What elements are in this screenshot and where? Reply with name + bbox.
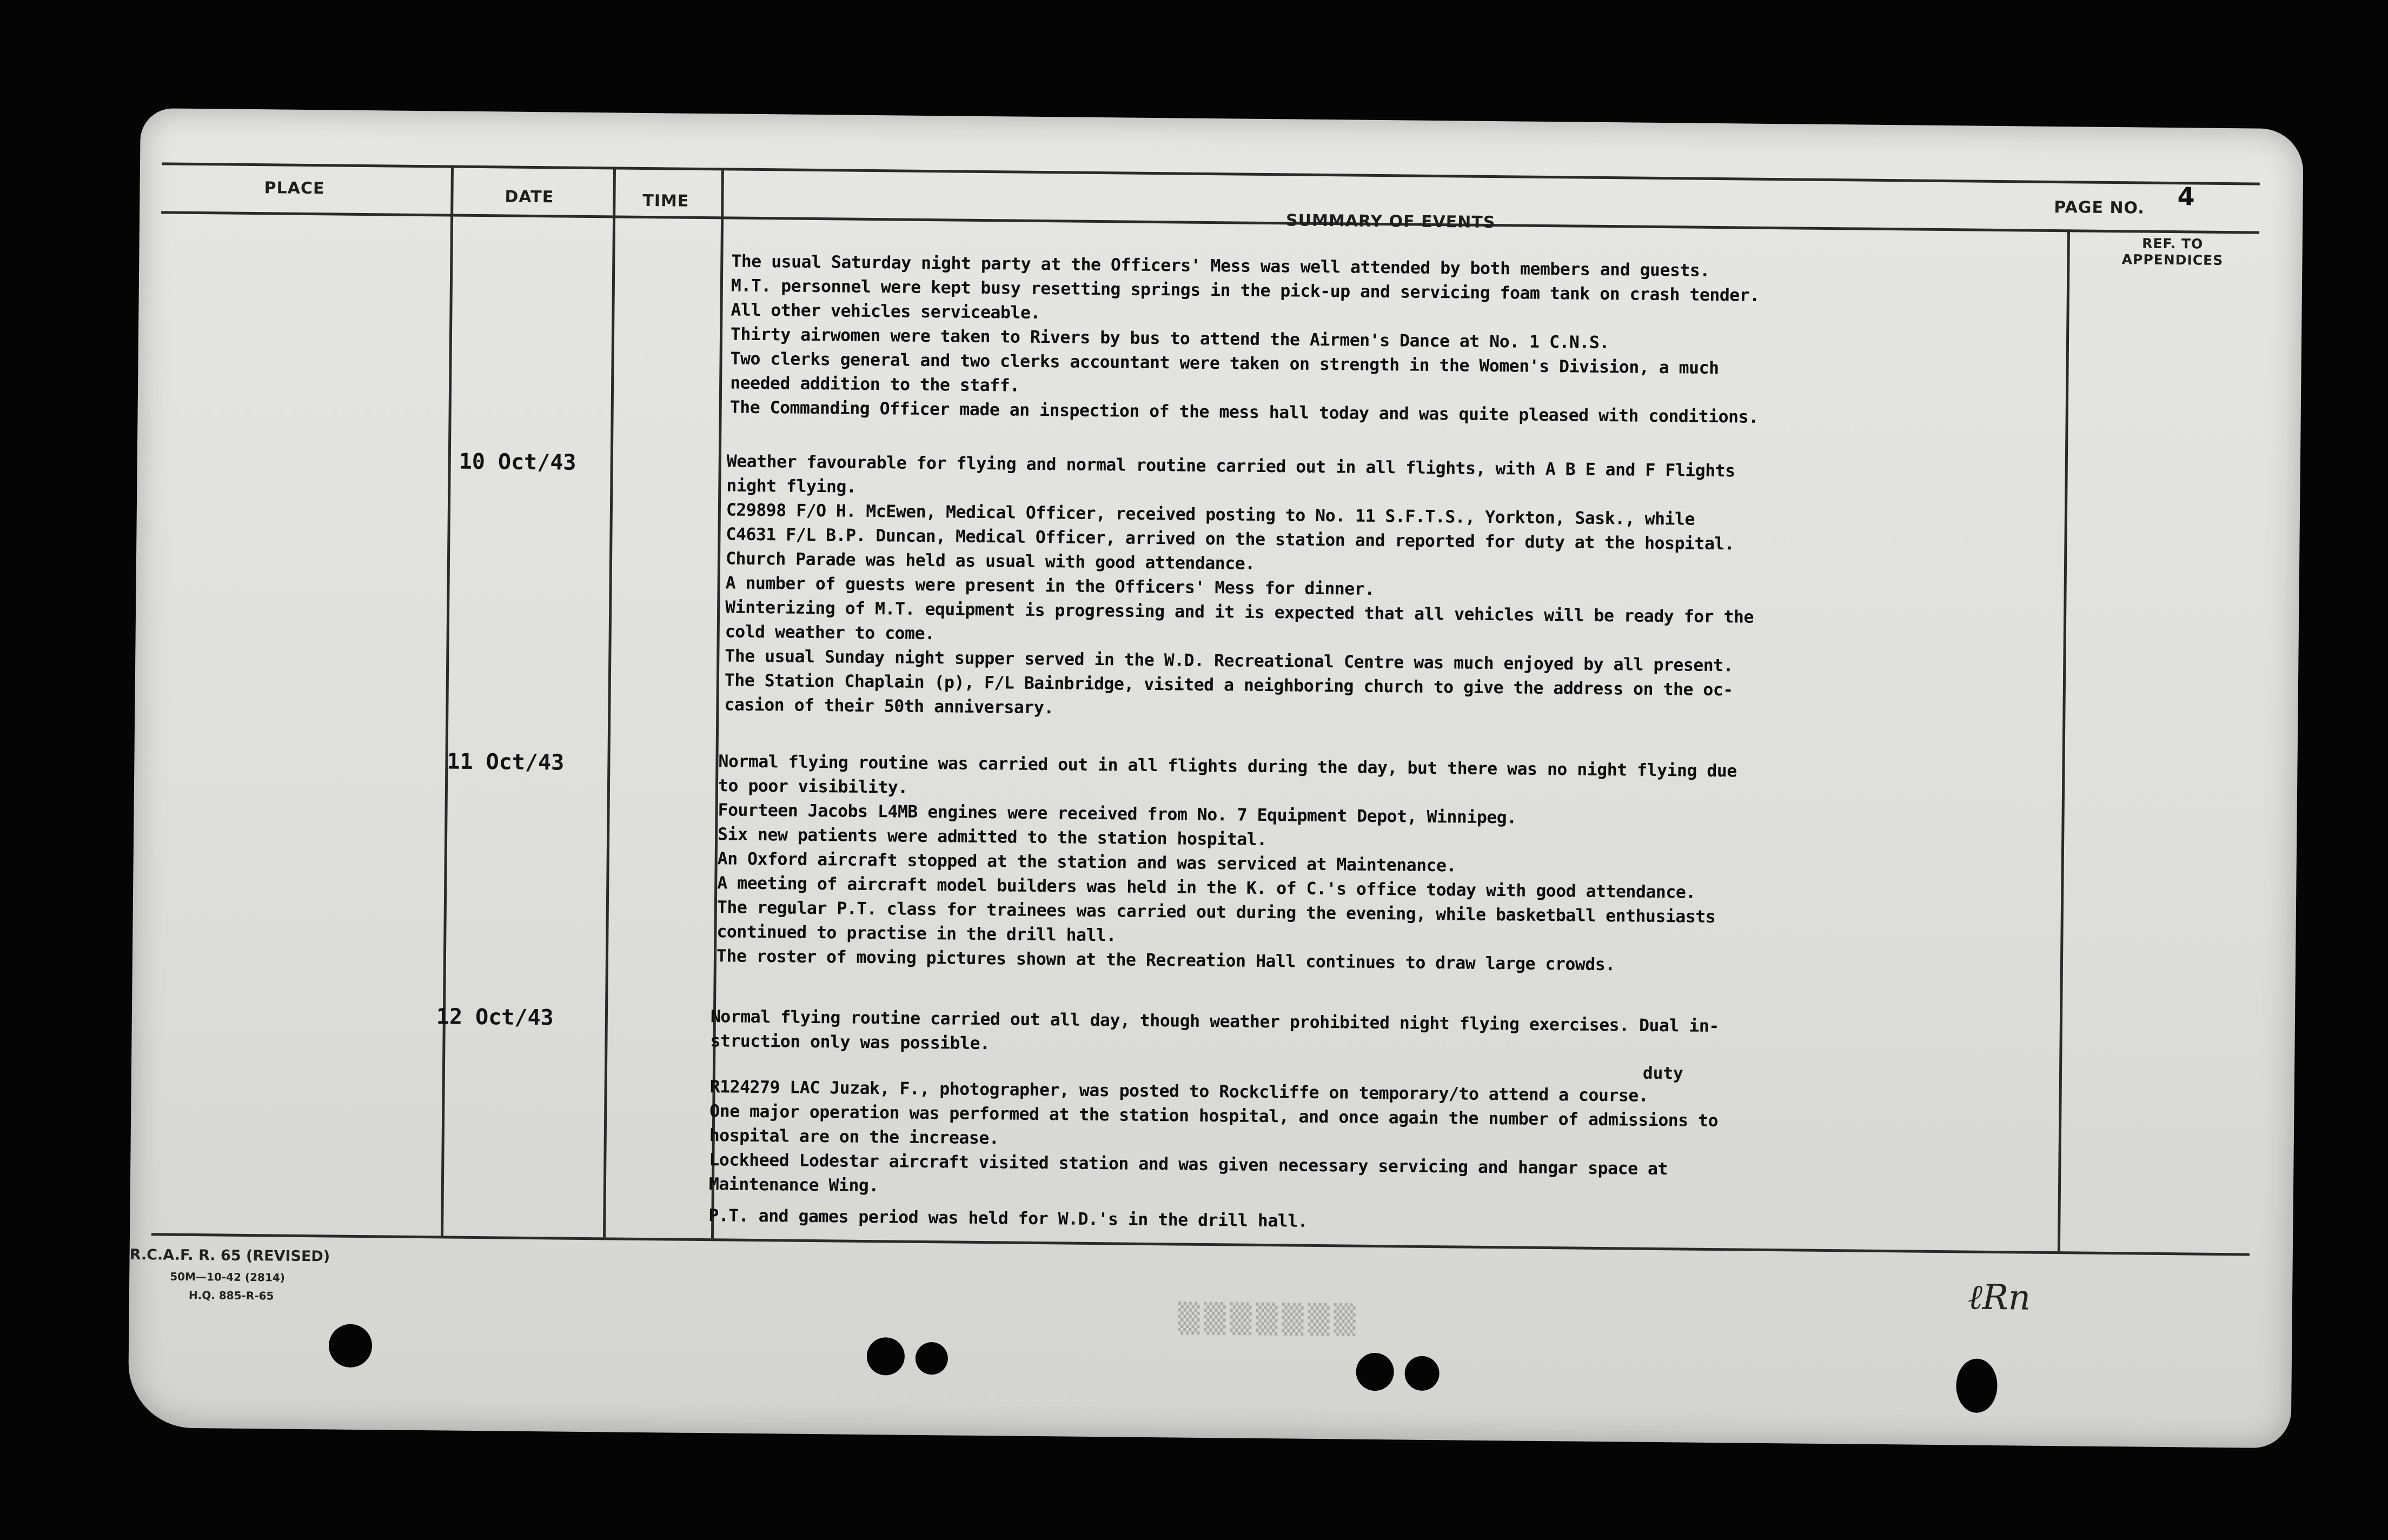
summary-header: SUMMARY OF EVENTS bbox=[1285, 211, 1496, 233]
entry-line: The usual Sunday night supper served in the W.D. Recreational Centre was much enjoyed by all present. bbox=[725, 646, 1734, 676]
entry-line: C29898 F/O H. McEwen, Medical Officer, received posting to No. 11 S.F.T.S., Yorkton, Sask., while bbox=[726, 500, 1695, 529]
punch-hole bbox=[867, 1337, 905, 1376]
entry-line: The Commanding Officer made an inspection of the mess hall today and was quite pleased with conditions. bbox=[729, 397, 1759, 427]
entry-line: Lockheed Lodestar aircraft visited station and was given necessary servicing and hangar space at bbox=[709, 1150, 1668, 1179]
entry-line: Thirty airwomen were taken to Rivers by bus to attend the Airmen's Dance at No. 1 C.N.S. bbox=[730, 324, 1610, 353]
bottom-rule bbox=[151, 1233, 2250, 1256]
punch-hole bbox=[1356, 1353, 1394, 1391]
entry-line: P.T. and games period was held for W.D.'s in the drill hall. bbox=[708, 1206, 1308, 1231]
date-12-oct: 12 Oct/43 bbox=[436, 1004, 554, 1031]
duty-insert: duty bbox=[1642, 1063, 1683, 1084]
header-rule bbox=[161, 211, 2259, 234]
ref-header-line1: REF. TO bbox=[2142, 235, 2204, 252]
entry-line: The usual Saturday night party at the Officers' Mess was well attended by both members and guests. bbox=[731, 251, 1710, 281]
date-header: DATE bbox=[505, 187, 554, 207]
date-10-oct: 10 Oct/43 bbox=[459, 449, 576, 475]
entry-line: casion of their 50th anniversary. bbox=[724, 695, 1054, 718]
entry-line: needed addition to the staff. bbox=[729, 373, 1020, 396]
entry-line: Normal flying routine carried out all day, though weather prohibited night flying exercises. Dual in- bbox=[710, 1007, 1719, 1037]
faint-stamp-text: ▒▒▒▒▒▒▒ bbox=[1178, 1302, 1360, 1337]
entry-line: Normal flying routine was carried out in all flights during the day, but there was no night flying due bbox=[718, 752, 1737, 781]
entry-line: struction only was possible. bbox=[710, 1031, 990, 1054]
form-id-line1: R.C.A.F. R. 65 (REVISED) bbox=[129, 1246, 330, 1265]
entry-line: One major operation was performed at the station hospital, and once again the number of admissions to bbox=[709, 1101, 1719, 1131]
page-no-value: 4 bbox=[2177, 182, 2195, 211]
diary-card bbox=[128, 108, 2304, 1448]
entry-line: Six new patients were admitted to the station hospital. bbox=[717, 825, 1267, 850]
entry-line: Weather favourable for flying and normal routine carried out in all flights, with A B E and F Flights bbox=[726, 452, 1735, 481]
time-header: TIME bbox=[642, 191, 689, 211]
entry-line: A number of guests were present in the Officers' Mess for dinner. bbox=[725, 573, 1375, 599]
place-header: PLACE bbox=[264, 178, 325, 198]
entry-line: Maintenance Wing. bbox=[708, 1174, 879, 1196]
form-id-line3: H.Q. 885-R-65 bbox=[188, 1288, 274, 1303]
date-11-oct: 11 Oct/43 bbox=[447, 749, 565, 775]
punch-hole bbox=[916, 1342, 948, 1375]
entry-line: The Station Chaplain (p), F/L Bainbridge, visited a neighboring church to give the address on the oc- bbox=[724, 671, 1733, 700]
entry-line: continued to practise in the drill hall. bbox=[717, 922, 1117, 946]
entry-line: Church Parade was held as usual with good attendance. bbox=[725, 549, 1255, 574]
entry-line: M.T. personnel were kept busy resetting springs in the pick-up and servicing foam tank on crash tender. bbox=[731, 276, 1760, 306]
date-time-divider bbox=[603, 167, 616, 1237]
entry-line: cold weather to come. bbox=[725, 622, 935, 644]
entry-line: All other vehicles serviceable. bbox=[731, 300, 1041, 323]
page-no-label: PAGE NO. bbox=[2054, 197, 2145, 218]
entry-line: C4631 F/L B.P. Duncan, Medical Officer, arrived on the station and reported for duty at the hospital. bbox=[726, 525, 1735, 554]
entry-line: Winterizing of M.T. equipment is progressing and it is expected that all vehicles will be ready for the bbox=[725, 598, 1754, 627]
form-id-line2: 50M—10-42 (2814) bbox=[170, 1270, 285, 1284]
ref-appendices-header bbox=[2091, 235, 2254, 269]
place-date-divider bbox=[441, 165, 454, 1236]
entry-line: hospital are on the increase. bbox=[709, 1126, 999, 1149]
top-rule bbox=[162, 162, 2260, 185]
entry-line: night flying. bbox=[726, 476, 857, 497]
summary-ref-divider bbox=[2058, 229, 2070, 1251]
ref-header-line2: APPENDICES bbox=[2121, 251, 2224, 268]
entry-line: Two clerks general and two clerks accountant were taken on strength in the Women's Division, a much bbox=[730, 349, 1719, 379]
punch-hole bbox=[329, 1324, 373, 1368]
punch-hole bbox=[1956, 1358, 1998, 1413]
entry-line: A meeting of aircraft model builders was held in the K. of C.'s office today with good attendance. bbox=[717, 873, 1696, 902]
initials-signature: ℓRn bbox=[1967, 1277, 2031, 1318]
entry-line: Fourteen Jacobs L4MB engines were received from No. 7 Equipment Depot, Winnipeg. bbox=[718, 800, 1517, 828]
entry-line: R124279 LAC Juzak, F., photographer, was posted to Rockcliffe on temporary/to attend a course. bbox=[709, 1077, 1649, 1106]
entry-line: An Oxford aircraft stopped at the station and was serviced at Maintenance. bbox=[717, 849, 1457, 876]
entry-line: to poor visibility. bbox=[718, 776, 908, 798]
entry-line: The regular P.T. class for trainees was carried out during the evening, while basketball enthusiasts bbox=[717, 898, 1716, 927]
punch-hole bbox=[1404, 1356, 1440, 1391]
entry-line: The roster of moving pictures shown at the Recreation Hall continues to draw large crowds. bbox=[716, 946, 1615, 975]
